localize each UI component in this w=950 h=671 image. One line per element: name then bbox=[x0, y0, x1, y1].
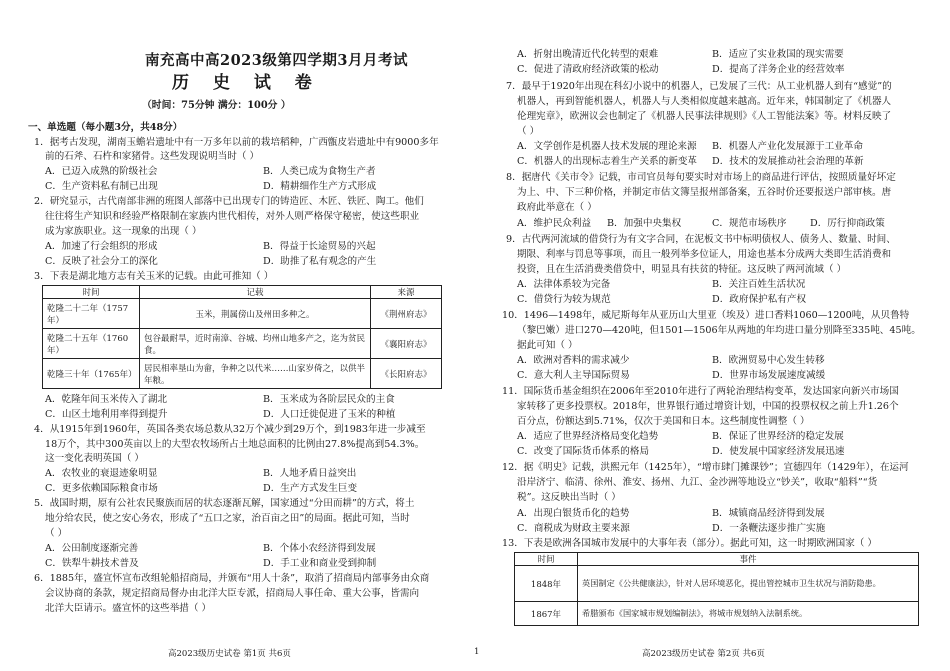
table-cell: 居民相率垦山为畲，争种之以代米……山家岁倚之，以供半年粮。 bbox=[140, 359, 371, 389]
answer-option: C．更多依赖国际粮食市场 bbox=[45, 483, 158, 494]
answer-option: C．促进了清政府经济政策的松动 bbox=[517, 64, 659, 75]
table-cell: 《长阳府志》 bbox=[371, 359, 442, 389]
answer-option: C．意大利人主导国际贸易 bbox=[517, 370, 630, 381]
answer-option: C．借贷行为较为规范 bbox=[517, 294, 611, 305]
answer-option: B．玉米成为各阶层民众的主食 bbox=[263, 394, 395, 405]
corn-records-table bbox=[42, 285, 442, 389]
answer-option: D．政府保护私有产权 bbox=[712, 294, 807, 305]
question-line: 伦理宪章》，欧洲议会也制定了《机器人民事法律规则》《人工智能法案》等。材料反映了 bbox=[517, 111, 892, 122]
subject-title: 历 史 试 卷 bbox=[172, 73, 321, 93]
question-line: 投资，且在生活消费类借贷中，明显具有扶贫的特征。这反映了两河流域（ ） bbox=[517, 264, 847, 275]
question-line: 为上、中、下三种价格，并制定市估文簿呈报州部备案，五谷时价还要报送户部审核。唐 bbox=[517, 187, 892, 198]
answer-option: B．人类已成为食物生产者 bbox=[263, 166, 376, 177]
question-line: 7．最早于1920年出现在科幻小说中的机器人，已发展了三代：从工业机器人到有“感觉”的 bbox=[506, 81, 892, 92]
table-header: 时间 bbox=[515, 553, 578, 566]
answer-option: A．出现白银货币化的趋势 bbox=[517, 508, 630, 519]
exam-title: 南充高中高2023级第四学期3月月考试 bbox=[145, 52, 408, 69]
answer-option: B．欧洲贸易中心发生转移 bbox=[712, 355, 825, 366]
question-line: 据此可知（ ） bbox=[517, 340, 578, 351]
left-page bbox=[28, 0, 443, 671]
answer-option: D．提高了洋务企业的经营效率 bbox=[712, 64, 845, 75]
answer-option: D．精耕细作生产方式形成 bbox=[263, 181, 377, 192]
question-line: 会议协商的条款，规定招商局督办由北洋大臣专派，招商局人事任命、重大公事，皆需向 bbox=[45, 588, 420, 599]
table-cell: 乾隆二十五年（1760年） bbox=[43, 329, 140, 359]
answer-option: B．保证了世界经济的稳定发展 bbox=[712, 431, 844, 442]
answer-option: A．折射出晚清近代化转型的艰难 bbox=[517, 49, 659, 60]
answer-option: D．使发展中国家经济发展迅速 bbox=[712, 446, 845, 457]
question-line: 往往将生产知识和经验严格限制在家族内世代相传，对外人则严格保守秘密，使这些职业 bbox=[45, 211, 420, 222]
answer-option: B．关注百姓生活状况 bbox=[712, 279, 806, 290]
page-footer: 高2023级历史试卷 第1页 共6页 bbox=[168, 649, 291, 659]
answer-option: D．手工业和商业受到抑制 bbox=[263, 558, 377, 569]
table-cell: 包谷最耐旱，近时南漳、谷城、均州山地多产之，迄为贫民食。 bbox=[140, 329, 371, 359]
question-line: 前的石斧、石杵和家猪骨。这些发现说明当时（ ） bbox=[45, 151, 260, 162]
answer-option: C．规范市场秩序 bbox=[712, 218, 787, 229]
table-header: 事件 bbox=[578, 553, 919, 566]
question-line: 3．下表是湖北地方志有关玉米的记载。由此可推知（ ） bbox=[34, 271, 274, 282]
answer-option: A．已迈入成熟的阶级社会 bbox=[45, 166, 158, 177]
answer-option: B．个体小农经济得到发展 bbox=[263, 543, 376, 554]
question-line: 10．1496—1498年，威尼斯每年从亚历山大里亚（埃及）进口香料1060—1200吨，从贝鲁特 bbox=[502, 310, 910, 321]
answer-option: D．助推了私有观念的产生 bbox=[263, 256, 377, 267]
table-cell: 玉米，荆属傍山及州田多种之。 bbox=[140, 299, 371, 329]
answer-option: B．城镇商品经济得到发展 bbox=[712, 508, 825, 519]
question-line: 13．下表是欧洲各国城市发展中的大事年表（部分）。据此可知，这一时期欧洲国家（ ） bbox=[502, 538, 878, 549]
answer-option: B．机器人产业化发展源于工业革命 bbox=[712, 141, 863, 152]
right-page bbox=[500, 0, 922, 671]
question-line: （ ） bbox=[45, 528, 68, 539]
question-line: 5．战国时期，原有公社农民聚族而居的状态逐渐瓦解，国家通过“分田而耕”的方式，将土 bbox=[34, 498, 415, 509]
answer-option: C．商税成为财政主要来源 bbox=[517, 523, 630, 534]
answer-option: D．世界市场发展速度减缓 bbox=[712, 370, 826, 381]
question-line: 1．据考古发现，湖南玉蟾岩遗址中有一万多年以前的栽培稻种，广西甑皮岩遗址中有9000多年 bbox=[34, 137, 439, 148]
question-line: 8．据唐代《关市令》记载，市司官员每旬要实时对市场上的商品进行评估，按照质量好坏定 bbox=[506, 172, 896, 183]
section-heading: 一、单选题（每小题3分，共48分） bbox=[28, 122, 183, 133]
answer-option: B．人地矛盾日益突出 bbox=[263, 468, 357, 479]
question-line: 政府此举意在（ ） bbox=[517, 202, 597, 213]
table-header: 来源 bbox=[371, 286, 442, 299]
answer-option: A．农牧业的衰退迹象明显 bbox=[45, 468, 158, 479]
answer-option: A．文学创作是机器人技术发展的理论来源 bbox=[517, 141, 697, 152]
question-line: 18万个，其中300英亩以上的大型农牧场所占土地总面积的比例由27.8%提高到54.3%。 bbox=[45, 439, 425, 450]
table-cell: 《襄阳府志》 bbox=[371, 329, 442, 359]
question-line: 这一变化表明英国（ ） bbox=[45, 453, 144, 464]
table-cell: 《荆州府志》 bbox=[371, 299, 442, 329]
table-cell: 乾隆三十年（1765年） bbox=[43, 359, 140, 389]
question-line: 2．研究显示，古代南部非洲的班图人部落中已出现专门的铸造匠、木匠、铁匠、陶工。他们 bbox=[34, 196, 424, 207]
answer-option: A．法律体系较为完备 bbox=[517, 279, 611, 290]
question-line: 机器人，再到智能机器人，机器人与人类相似度越来越高。近年来，韩国制定了《机器人 bbox=[517, 96, 892, 107]
table-header: 记载 bbox=[140, 286, 371, 299]
table-cell: 1848年 bbox=[515, 566, 578, 602]
answer-option: C．山区土地利用率得到提升 bbox=[45, 409, 168, 420]
exam-meta: （时间：75分钟 满分：100分 ） bbox=[142, 100, 291, 111]
question-line: 沿岸济宁、临清、徐州、淮安、扬州、九江、金沙洲等地设立“钞关”，收取“船料”“货 bbox=[517, 477, 878, 488]
table-cell: 乾隆二十二年（1757年） bbox=[43, 299, 140, 329]
answer-option: D．人口迁徙促进了玉米的种植 bbox=[263, 409, 396, 420]
answer-option: A．加速了行会组织的形成 bbox=[45, 241, 158, 252]
question-line: 期限、利率与罚息等事项，而且一般列举多位证人，用途也基本分成两大类即生活消费和 bbox=[517, 249, 892, 260]
question-line: 11．国际货币基金组织在2006年至2010年进行了两轮治理结构变革，发达国家向新兴市场国 bbox=[502, 386, 899, 397]
table-cell: 英国制定《公共健康法》，针对人居环境恶化，提出管控城市卫生状况与消防隐患。 bbox=[578, 566, 919, 602]
city-events-table bbox=[514, 552, 919, 626]
table-cell: 希腊颁布《国家城市规划编制法》，将城市规划纳入法制系统。 bbox=[578, 602, 919, 626]
question-line: 百分点，份额达到5.71%，仅次于美国和日本。这些制度性调整（ ） bbox=[517, 416, 810, 427]
question-line: 税”。这反映出当时（ ） bbox=[517, 492, 621, 503]
answer-option: C．铁犁牛耕技术普及 bbox=[45, 558, 139, 569]
answer-option: B．适应了实业救国的现实需要 bbox=[712, 49, 844, 60]
answer-option: C．反映了社会分工的深化 bbox=[45, 256, 158, 267]
answer-option: D．厉行抑商政策 bbox=[810, 218, 885, 229]
page-number: 1 bbox=[474, 647, 480, 657]
answer-option: A．欧洲对香料的需求减少 bbox=[517, 355, 630, 366]
question-line: 12．据《明史》记载，洪熙元年（1425年），“增市肆门摊课钞”；宣德四年（1429年），在运河 bbox=[502, 462, 909, 473]
question-line: 家转移了更多投票权。2018年，世界银行通过增资计划，中国的投票权权之前上升1.26个 bbox=[517, 401, 899, 412]
answer-option: C．生产资料私有制已出现 bbox=[45, 181, 158, 192]
answer-option: A．适应了世界经济格局变化趋势 bbox=[517, 431, 659, 442]
table-header: 时间 bbox=[43, 286, 140, 299]
question-line: （ ） bbox=[517, 126, 540, 137]
question-line: 6．1885年，盛宣怀宣布改组轮船招商局，并颁布“用人十条”，取消了招商局内部事务由众商 bbox=[34, 573, 430, 584]
question-line: 4．从1915年到1960年，英国各类农场总数从32万个减少到29万个，到1983年进一步减至 bbox=[34, 424, 426, 435]
answer-option: B．加强中央集权 bbox=[607, 218, 682, 229]
table-cell: 1867年 bbox=[515, 602, 578, 626]
page-footer: 高2023级历史试卷 第2页 共6页 bbox=[642, 649, 765, 659]
question-line: 成为家族职业。这一现象的出现（ ） bbox=[45, 226, 202, 237]
answer-option: C．改变了国际货币体系的格局 bbox=[517, 446, 650, 457]
answer-option: A．乾隆年间玉米传入了湖北 bbox=[45, 394, 168, 405]
answer-option: D．生产方式发生巨变 bbox=[263, 483, 358, 494]
question-line: 9．古代两河流域的借贷行为有文字合同，在泥板文书中标明债权人、债务人、数量、时间、 bbox=[506, 234, 896, 245]
question-line: 北洋大臣请示。盛宣怀的这些举措（ ） bbox=[45, 603, 212, 614]
question-line: （黎巴嫩）进口270—420吨，但1501—1506年从两地的年均进口量分别降至335吨、45吨。 bbox=[517, 325, 921, 336]
answer-option: A．维护民众利益 bbox=[517, 218, 592, 229]
question-line: 地分给农民，使之安心务农，形成了“五口之家，治百亩之田”的局面。据此可知，当时 bbox=[45, 513, 410, 524]
answer-option: B．得益于长途贸易的兴起 bbox=[263, 241, 376, 252]
answer-option: D．技术的发展推动社会治理的革新 bbox=[712, 156, 864, 167]
answer-option: C．机器人的出现标志着生产关系的新变革 bbox=[517, 156, 698, 167]
answer-option: A．公田制度逐渐完善 bbox=[45, 543, 139, 554]
answer-option: D．一条鞭法逐步推广实施 bbox=[712, 523, 826, 534]
